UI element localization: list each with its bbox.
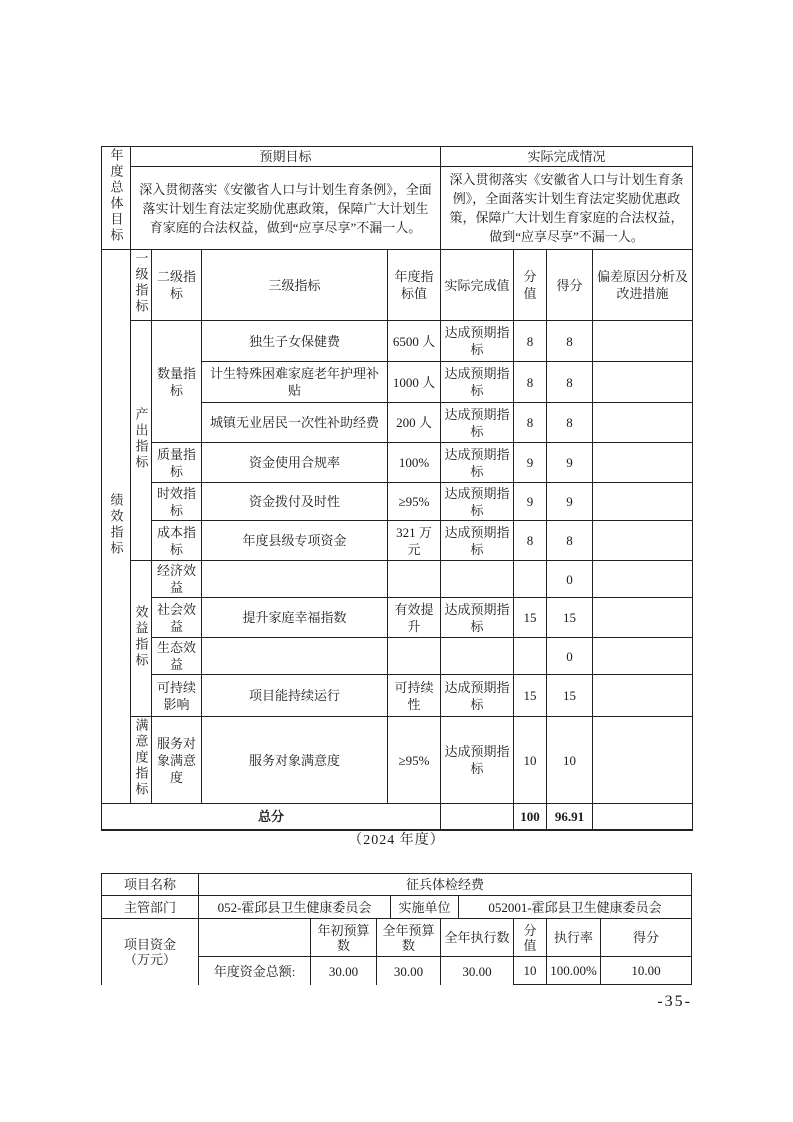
quantity-indicator-group-cell: 数量指标 xyxy=(152,321,202,443)
project-name-value: 征兵体检经费 xyxy=(199,874,691,896)
points-cell: 8 xyxy=(514,521,547,561)
performance-indicator-table xyxy=(101,146,693,831)
l3-indicator-cell: 提升家庭幸福指数 xyxy=(202,598,388,638)
l3-indicator-cell: 资金拨付及时性 xyxy=(202,483,388,521)
annual-executed-header: 全年执行数 xyxy=(441,919,514,957)
actual-value-cell: 达成预期指标 xyxy=(441,321,514,362)
points-cell: 10 xyxy=(514,717,547,804)
annual-target-header: 年度指标值 xyxy=(388,250,441,321)
deviation-cell xyxy=(593,598,693,638)
points-cell: 8 xyxy=(514,321,547,362)
deviation-cell xyxy=(593,362,693,403)
actual-value-cell xyxy=(441,561,514,598)
department-value: 052-霍邱县卫生健康委员会 xyxy=(199,896,391,919)
points-cell: 9 xyxy=(514,443,547,483)
score-cell: 15 xyxy=(547,675,593,717)
l3-indicator-cell: 独生子女保健费 xyxy=(202,321,388,362)
actual-value-cell: 达成预期指标 xyxy=(441,362,514,403)
initial-budget-value: 30.00 xyxy=(311,957,377,985)
target-value-cell: 200 人 xyxy=(388,403,441,443)
satisfaction-indicator-group-cell: 满意度指标 xyxy=(131,717,152,804)
points-cell: 9 xyxy=(514,483,547,521)
deviation-cell xyxy=(593,443,693,483)
annual-funds-total-row xyxy=(199,957,691,985)
indicator-row xyxy=(102,321,693,362)
points-cell xyxy=(514,561,547,598)
indicator-row xyxy=(102,717,693,804)
expected-goal-text: 深入贯彻落实《安徽省人口与计划生育条例》，全面落实计划生育法定奖励优惠政策，保障广大计划生育家庭的合法权益，做到“应享尽享”不漏一人。 xyxy=(131,167,441,250)
total-score-row xyxy=(102,804,693,830)
deviation-cell xyxy=(593,638,693,675)
score-header: 得分 xyxy=(601,919,691,957)
l3-indicator-cell: 城镇无业居民一次性补助经费 xyxy=(202,403,388,443)
deviation-header: 偏差原因分析及改进措施 xyxy=(593,250,693,321)
target-value-cell: 6500 人 xyxy=(388,321,441,362)
l3-indicator-cell xyxy=(202,561,388,598)
indicator-row xyxy=(102,483,693,521)
l3-indicator-cell: 项目能持续运行 xyxy=(202,675,388,717)
l3-indicator-cell: 服务对象满意度 xyxy=(202,717,388,804)
output-indicator-group-cell: 产出指标 xyxy=(131,321,152,561)
actual-value-cell: 达成预期指标 xyxy=(441,443,514,483)
target-value-cell: 有效提升 xyxy=(388,598,441,638)
implementing-unit-label: 实施单位 xyxy=(391,896,459,919)
points-cell: 8 xyxy=(514,362,547,403)
score-cell: 8 xyxy=(547,403,593,443)
empty-cell xyxy=(441,804,514,830)
annual-executed-value: 30.00 xyxy=(441,957,514,985)
annual-funds-total-label: 年度资金总额: xyxy=(199,957,311,985)
sustainability-group-cell: 可持续影响 xyxy=(152,675,202,717)
score-cell: 0 xyxy=(547,561,593,598)
total-score-label: 总分 xyxy=(102,804,441,830)
indicator-row xyxy=(102,675,693,717)
points-header: 分值 xyxy=(514,919,547,957)
initial-budget-header: 年初预算数 xyxy=(311,919,377,957)
score-header: 得分 xyxy=(547,250,593,321)
points-cell: 8 xyxy=(514,403,547,443)
target-value-cell: ≥95% xyxy=(388,483,441,521)
goal-text-row xyxy=(102,167,693,250)
level3-header: 三级指标 xyxy=(202,250,388,321)
l3-indicator-cell: 计生特殊困难家庭老年护理补贴 xyxy=(202,362,388,403)
deviation-cell xyxy=(593,717,693,804)
project-name-row xyxy=(102,874,691,896)
performance-indicator-label: 绩效指标 xyxy=(108,492,124,557)
points-value: 10 xyxy=(514,957,547,985)
project-funds-block xyxy=(102,919,691,985)
level1-header: 一级指标 xyxy=(131,250,152,321)
indicator-row xyxy=(102,521,693,561)
score-cell: 8 xyxy=(547,521,593,561)
overall-goal-label: 年度总体目标 xyxy=(108,148,124,244)
score-cell: 0 xyxy=(547,638,593,675)
overall-goal-label-cell xyxy=(102,147,131,250)
annual-budget-value: 30.00 xyxy=(377,957,441,985)
deviation-cell xyxy=(593,561,693,598)
target-value-cell: 1000 人 xyxy=(388,362,441,403)
points-cell xyxy=(514,638,547,675)
department-label: 主管部门 xyxy=(102,896,199,919)
empty-cell xyxy=(199,919,311,957)
points-header: 分值 xyxy=(514,250,547,321)
target-value-cell: ≥95% xyxy=(388,717,441,804)
cost-indicator-group-cell: 成本指标 xyxy=(152,521,202,561)
actual-value-cell: 达成预期指标 xyxy=(441,521,514,561)
deviation-cell xyxy=(593,321,693,362)
actual-value-cell: 达成预期指标 xyxy=(441,483,514,521)
score-cell: 8 xyxy=(547,321,593,362)
exec-rate-header: 执行率 xyxy=(547,919,601,957)
level2-header: 二级指标 xyxy=(152,250,202,321)
actual-value-cell: 达成预期指标 xyxy=(441,598,514,638)
actual-goal-text: 深入贯彻落实《安徽省人口与计划生育条例》，全面落实计划生育法定奖励优惠政策，保障广大计划生育家庭的合法权益，做到“应享尽享”不漏一人。 xyxy=(441,167,693,250)
score-value: 10.00 xyxy=(601,957,691,985)
implementing-unit-value: 052001-霍邱县卫生健康委员会 xyxy=(459,896,691,919)
page-number: -35- xyxy=(657,993,692,1010)
deviation-cell xyxy=(593,521,693,561)
indicator-row xyxy=(102,598,693,638)
department-row xyxy=(102,896,691,919)
goal-header-row xyxy=(102,147,693,167)
points-cell: 15 xyxy=(514,675,547,717)
deviation-cell xyxy=(593,675,693,717)
service-target-satisfaction-group-cell: 服务对象满意度 xyxy=(152,717,202,804)
timeliness-indicator-group-cell: 时效指标 xyxy=(152,483,202,521)
l3-indicator-cell: 资金使用合规率 xyxy=(202,443,388,483)
target-value-cell: 100% xyxy=(388,443,441,483)
target-value-cell: 可持续性 xyxy=(388,675,441,717)
indicator-header-row xyxy=(102,250,693,321)
points-cell: 15 xyxy=(514,598,547,638)
deviation-cell xyxy=(593,804,693,830)
quality-indicator-group-cell: 质量指标 xyxy=(152,443,202,483)
indicator-row xyxy=(102,561,693,598)
l3-indicator-cell xyxy=(202,638,388,675)
social-benefit-group-cell: 社会效益 xyxy=(152,598,202,638)
total-points-cell: 100 xyxy=(514,804,547,830)
actual-value-cell: 达成预期指标 xyxy=(441,403,514,443)
deviation-cell xyxy=(593,403,693,443)
score-cell: 8 xyxy=(547,362,593,403)
exec-rate-value: 100.00% xyxy=(547,957,601,985)
score-cell: 10 xyxy=(547,717,593,804)
target-value-cell xyxy=(388,638,441,675)
annual-budget-header: 全年预算数 xyxy=(377,919,441,957)
ecological-benefit-group-cell: 生态效益 xyxy=(152,638,202,675)
project-name-label: 项目名称 xyxy=(102,874,199,896)
actual-value-cell xyxy=(441,638,514,675)
l3-indicator-cell: 年度县级专项资金 xyxy=(202,521,388,561)
economic-benefit-group-cell: 经济效益 xyxy=(152,561,202,598)
score-cell: 9 xyxy=(547,443,593,483)
score-cell: 9 xyxy=(547,483,593,521)
project-funds-label: 项目资金（万元） xyxy=(102,919,199,985)
actual-value-cell: 达成预期指标 xyxy=(441,717,514,804)
funds-header-row xyxy=(199,919,691,957)
expected-goal-header: 预期目标 xyxy=(131,147,441,167)
indicator-row xyxy=(102,443,693,483)
actual-value-cell: 达成预期指标 xyxy=(441,675,514,717)
target-value-cell xyxy=(388,561,441,598)
project-funds-table xyxy=(101,873,692,985)
benefit-indicator-group-cell: 效益指标 xyxy=(131,561,152,717)
actual-completion-header: 实际完成情况 xyxy=(441,147,693,167)
performance-indicator-label-cell xyxy=(102,250,131,804)
total-score-cell: 96.91 xyxy=(547,804,593,830)
actual-value-header: 实际完成值 xyxy=(441,250,514,321)
indicator-row xyxy=(102,638,693,675)
year-caption: （2024 年度） xyxy=(348,833,445,848)
deviation-cell xyxy=(593,483,693,521)
target-value-cell: 321 万元 xyxy=(388,521,441,561)
score-cell: 15 xyxy=(547,598,593,638)
